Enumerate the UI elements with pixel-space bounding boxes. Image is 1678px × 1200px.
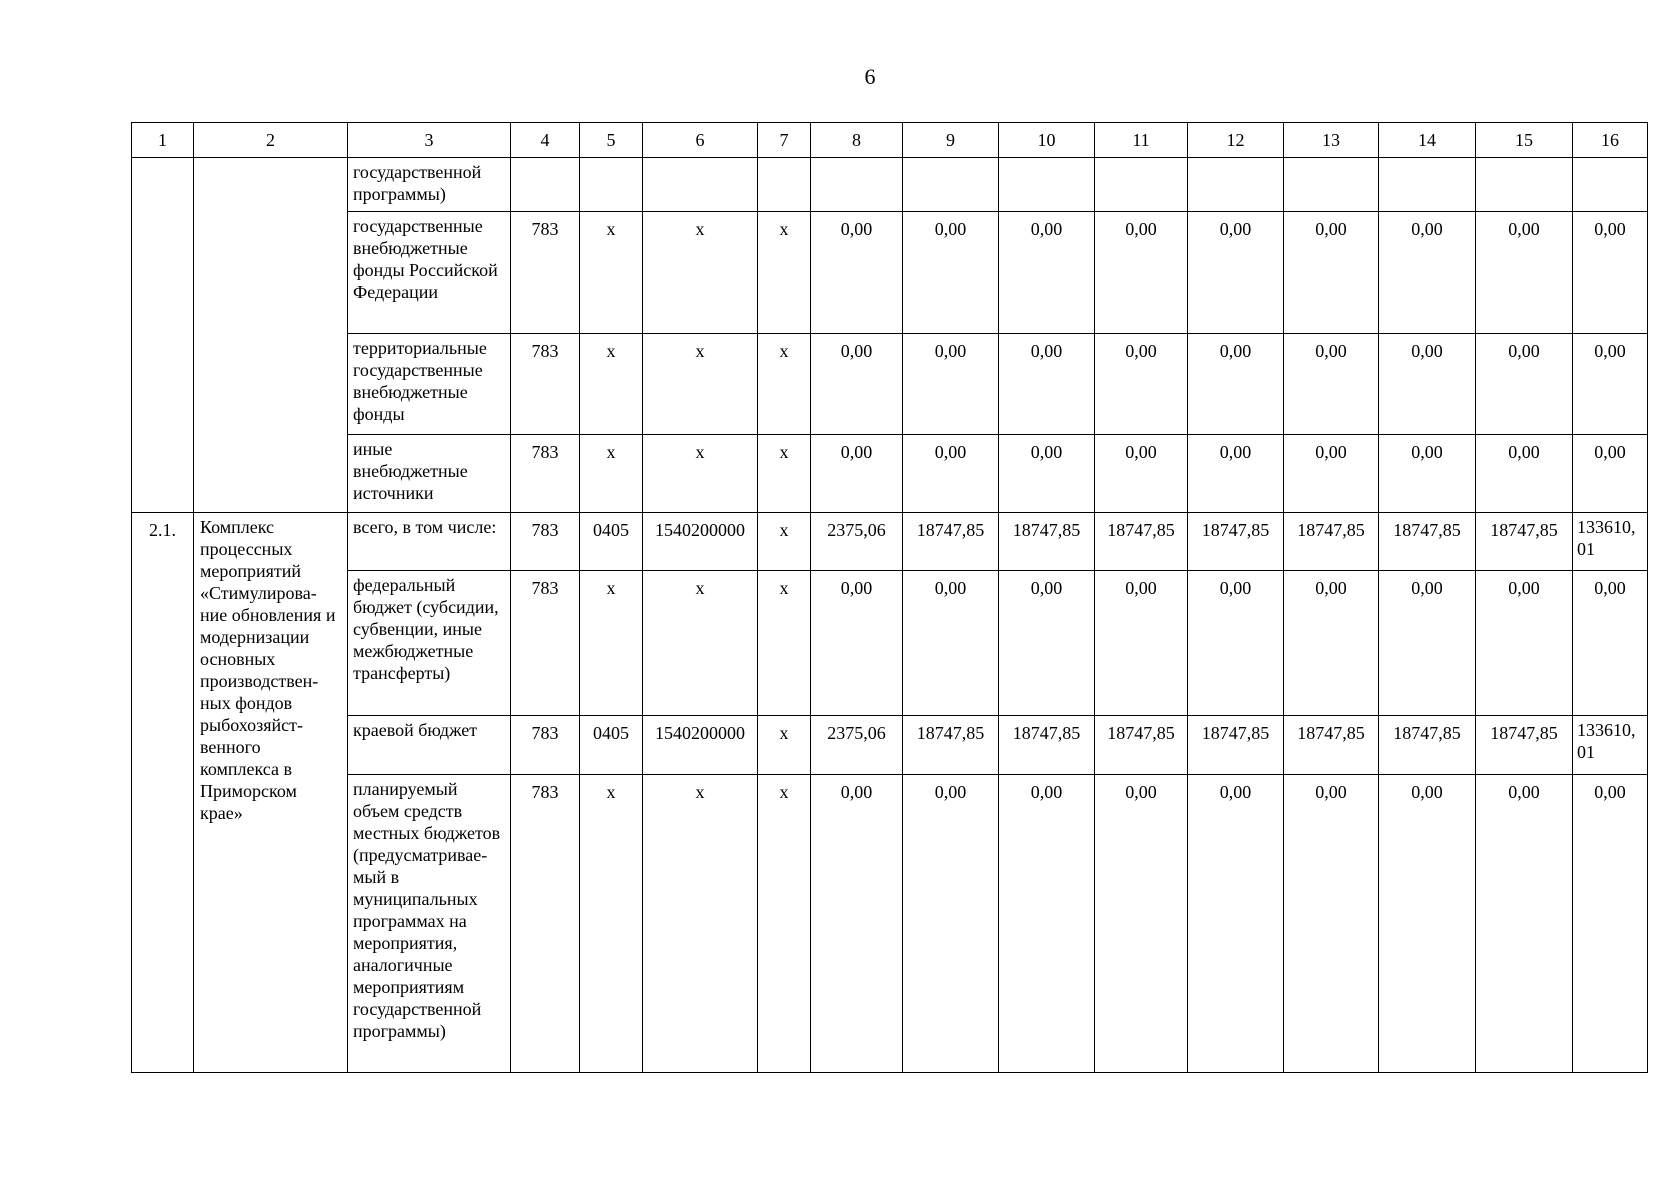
col-header: 2 bbox=[194, 123, 348, 158]
cell-value: x bbox=[643, 775, 758, 1073]
cell-value: 2375,06 bbox=[811, 513, 903, 571]
table-row bbox=[132, 334, 1648, 435]
cell-value: 0,00 bbox=[1379, 435, 1476, 513]
page-number: 6 bbox=[864, 64, 876, 89]
cell-value: 0,00 bbox=[903, 435, 999, 513]
cell-value: 0,00 bbox=[1379, 212, 1476, 334]
funding-source: всего, в том числе: bbox=[348, 513, 511, 571]
funding-source: государственные внебюджетные фонды Российской Федерации bbox=[348, 212, 511, 334]
cell-value: x bbox=[580, 571, 643, 716]
cell-value: 0,00 bbox=[1476, 212, 1573, 334]
cell-value: 18747,85 bbox=[1476, 513, 1573, 571]
col-header: 15 bbox=[1476, 123, 1573, 158]
cell-value: 783 bbox=[511, 775, 580, 1073]
col-header: 4 bbox=[511, 123, 580, 158]
cell-value: 0,00 bbox=[1573, 212, 1648, 334]
cell-value: 18747,85 bbox=[999, 513, 1095, 571]
cell-value: x bbox=[580, 334, 643, 435]
cell-value: 0,00 bbox=[999, 435, 1095, 513]
cell-value: 18747,85 bbox=[903, 513, 999, 571]
col-header: 16 bbox=[1573, 123, 1648, 158]
funding-source: иные внебюджетные источники bbox=[348, 435, 511, 513]
cell-value: x bbox=[758, 775, 811, 1073]
cell-value: 0,00 bbox=[1095, 571, 1188, 716]
funding-source: краевой бюджет bbox=[348, 716, 511, 775]
cell-value: 0,00 bbox=[903, 571, 999, 716]
cell-value: 18747,85 bbox=[1379, 716, 1476, 775]
col-header: 13 bbox=[1284, 123, 1379, 158]
cell-value: 0,00 bbox=[999, 775, 1095, 1073]
table-row bbox=[132, 212, 1648, 334]
cell-value: 0405 bbox=[580, 513, 643, 571]
cell-value: 0,00 bbox=[1573, 571, 1648, 716]
cell-value: 18747,85 bbox=[1095, 716, 1188, 775]
cell-value: 0,00 bbox=[1188, 334, 1284, 435]
cell-value: 0,00 bbox=[1095, 212, 1188, 334]
cell-value: 18747,85 bbox=[1095, 513, 1188, 571]
cell-value: x bbox=[643, 571, 758, 716]
budget-table bbox=[131, 122, 1648, 1073]
cell-value: 0,00 bbox=[1573, 435, 1648, 513]
cell-value: x bbox=[758, 334, 811, 435]
cell-value: 783 bbox=[511, 513, 580, 571]
table-row bbox=[132, 775, 1648, 1073]
cell-value: 0,00 bbox=[1188, 435, 1284, 513]
cell-value: 783 bbox=[511, 435, 580, 513]
cell-value: 18747,85 bbox=[1188, 513, 1284, 571]
cell-value: 0,00 bbox=[1188, 212, 1284, 334]
cell-value: 0,00 bbox=[1573, 775, 1648, 1073]
cell-value: x bbox=[580, 775, 643, 1073]
cell-value: 0,00 bbox=[903, 212, 999, 334]
cell-value: 18747,85 bbox=[1476, 716, 1573, 775]
cell-value: 133610, 01 bbox=[1573, 513, 1648, 571]
cell-value: x bbox=[580, 212, 643, 334]
col-header: 11 bbox=[1095, 123, 1188, 158]
cell-value: 0,00 bbox=[903, 334, 999, 435]
cell-value: 0,00 bbox=[903, 775, 999, 1073]
cell-value: 0,00 bbox=[999, 334, 1095, 435]
cell-value: 0,00 bbox=[1379, 571, 1476, 716]
table-row bbox=[132, 571, 1648, 716]
cell-value: 0,00 bbox=[1188, 775, 1284, 1073]
table-row bbox=[132, 716, 1648, 775]
cell-value: 1540200000 bbox=[643, 513, 758, 571]
col-header: 7 bbox=[758, 123, 811, 158]
cell-value: 783 bbox=[511, 212, 580, 334]
cell-value: 18747,85 bbox=[999, 716, 1095, 775]
item-name-cell: Комплекс процессных мероприятий «Стимулирова-ние обновления и модернизации основных производствен-ных фондов рыбохозяйст-венного комплекса в Приморском крае» bbox=[194, 513, 348, 1073]
cell-value: 0,00 bbox=[1284, 212, 1379, 334]
cell-value: 0,00 bbox=[1284, 571, 1379, 716]
cell-value: 0,00 bbox=[811, 435, 903, 513]
cell-value: 0,00 bbox=[1188, 571, 1284, 716]
cell-value: 0,00 bbox=[1476, 435, 1573, 513]
cell-value: 0,00 bbox=[1476, 571, 1573, 716]
cell-value: x bbox=[580, 435, 643, 513]
cell-value: 0,00 bbox=[1476, 775, 1573, 1073]
funding-source: территориальные государственные внебюджетные фонды bbox=[348, 334, 511, 435]
cell-value: x bbox=[758, 435, 811, 513]
cell-value: 18747,85 bbox=[903, 716, 999, 775]
cell-value: 0,00 bbox=[811, 212, 903, 334]
cell-value: 133610, 01 bbox=[1573, 716, 1648, 775]
col-header: 8 bbox=[811, 123, 903, 158]
cell-value: x bbox=[643, 212, 758, 334]
col-header: 6 bbox=[643, 123, 758, 158]
cell-value: 18747,85 bbox=[1379, 513, 1476, 571]
cell-value: 0,00 bbox=[1573, 334, 1648, 435]
col-header: 1 bbox=[132, 123, 194, 158]
cell-value: 0405 bbox=[580, 716, 643, 775]
cell-value: 0,00 bbox=[811, 334, 903, 435]
cell-value: 0,00 bbox=[1095, 775, 1188, 1073]
cell-value: 0,00 bbox=[1379, 334, 1476, 435]
cell-value: 2375,06 bbox=[811, 716, 903, 775]
cell-value: 0,00 bbox=[811, 775, 903, 1073]
cell-value: 0,00 bbox=[1284, 435, 1379, 513]
cell-value: 0,00 bbox=[999, 212, 1095, 334]
cell-value: x bbox=[643, 334, 758, 435]
cell-value: 1540200000 bbox=[643, 716, 758, 775]
table-row bbox=[132, 158, 1648, 212]
cell-value: x bbox=[643, 435, 758, 513]
item-number-cell bbox=[132, 158, 194, 513]
item-number-cell: 2.1. bbox=[132, 513, 194, 1073]
table-row bbox=[132, 513, 1648, 571]
cell-value: 0,00 bbox=[811, 571, 903, 716]
cell-value: 0,00 bbox=[1095, 334, 1188, 435]
cell-value: 783 bbox=[511, 571, 580, 716]
cell-value: x bbox=[758, 571, 811, 716]
cell-value: 0,00 bbox=[999, 571, 1095, 716]
col-header: 10 bbox=[999, 123, 1095, 158]
col-header: 3 bbox=[348, 123, 511, 158]
cell-value: 783 bbox=[511, 716, 580, 775]
cell-value: 0,00 bbox=[1284, 334, 1379, 435]
col-header: 9 bbox=[903, 123, 999, 158]
funding-source: планируемый объем средств местных бюджетов (предусматривае-мый в муниципальных программах на мероприятия, аналогичные мероприятиям государственной программы) bbox=[348, 775, 511, 1073]
cell-value: 0,00 bbox=[1095, 435, 1188, 513]
col-header: 12 bbox=[1188, 123, 1284, 158]
col-header: 14 bbox=[1379, 123, 1476, 158]
funding-source: государственной программы) bbox=[348, 158, 511, 212]
item-name-cell bbox=[194, 158, 348, 513]
column-number-row bbox=[132, 123, 1648, 158]
funding-source: федеральный бюджет (субсидии, субвенции, иные межбюджетные трансферты) bbox=[348, 571, 511, 716]
cell-value: 18747,85 bbox=[1188, 716, 1284, 775]
cell-value: 18747,85 bbox=[1284, 513, 1379, 571]
cell-value: 0,00 bbox=[1379, 775, 1476, 1073]
cell-value: x bbox=[758, 513, 811, 571]
cell-value: 0,00 bbox=[1476, 334, 1573, 435]
col-header: 5 bbox=[580, 123, 643, 158]
cell-value: 18747,85 bbox=[1284, 716, 1379, 775]
cell-value: x bbox=[758, 716, 811, 775]
cell-value: x bbox=[758, 212, 811, 334]
cell-value: 0,00 bbox=[1284, 775, 1379, 1073]
cell-value: 783 bbox=[511, 334, 580, 435]
table-row bbox=[132, 435, 1648, 513]
